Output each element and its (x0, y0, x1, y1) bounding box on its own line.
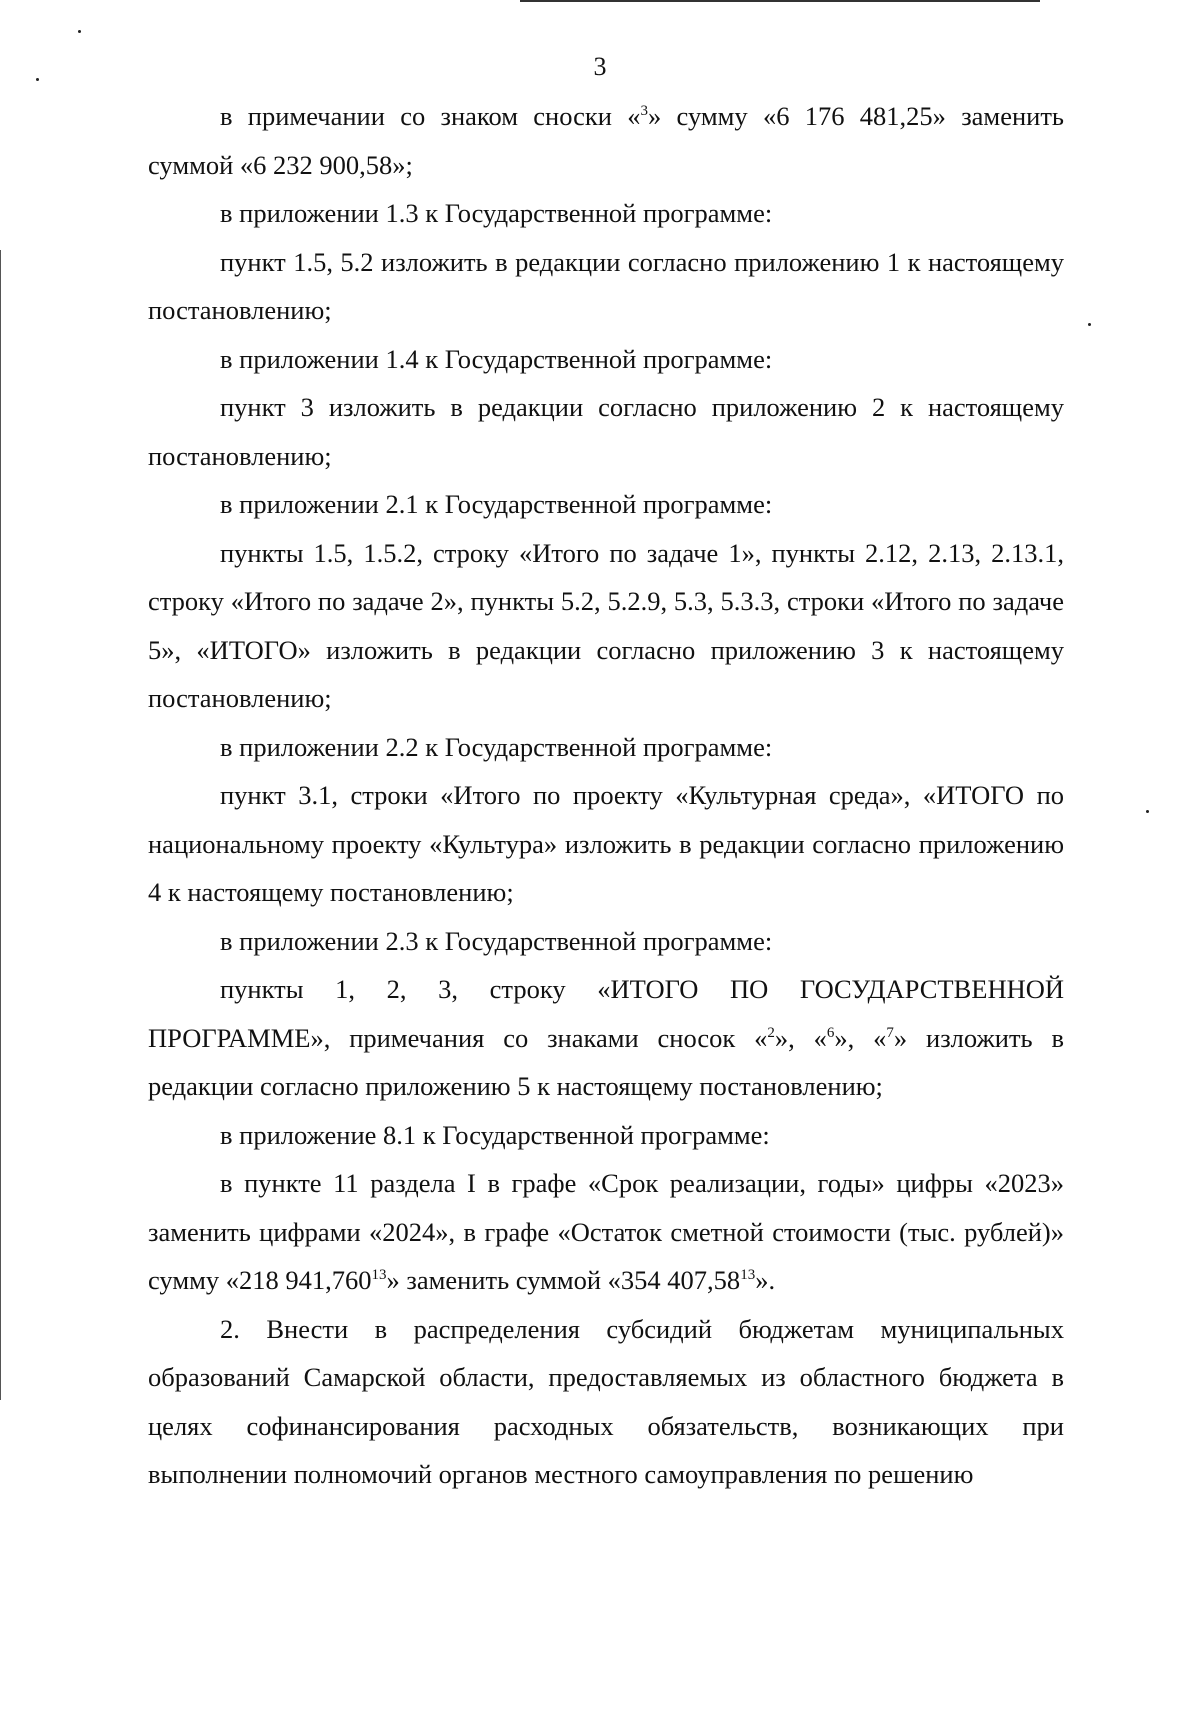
paragraph (148, 1159, 1064, 1305)
text-segment: в приложении 1.4 к Государственной программе: (220, 343, 773, 374)
paragraph (148, 771, 1064, 917)
paragraph (148, 1305, 1064, 1499)
text-segment: », « (834, 1022, 887, 1053)
text-segment: пункт 3 изложить в редакции согласно приложению 2 к настоящему постановлению; (148, 392, 1064, 471)
paragraph (148, 480, 1064, 529)
text-segment: в приложение 8.1 к Государственной программе: (220, 1119, 770, 1150)
paragraph (148, 965, 1064, 1111)
footnote-mark: 3 (640, 103, 648, 119)
scan-border-line (520, 0, 1040, 2)
text-segment: в приложении 2.2 к Государственной программе: (220, 731, 773, 762)
text-segment: » сумму «6 176 481,25» заменить суммой «6 232 900,58»; (148, 101, 1064, 180)
paragraph (148, 1111, 1064, 1160)
text-segment: 2. Внести в распределения субсидий бюджетам муниципальных образований Самарской области, предоставляемых из областного бюджета в целях софинансирования расходных обязательств, возникающих при выполнении полномочий органов местного самоуправления по решению (148, 1313, 1064, 1489)
text-segment: пункты 1, 2, 3, строку «ИТОГО ПО ГОСУДАРСТВЕННОЙ ПРОГРАММЕ», примечания со знаками сносок « (148, 974, 1064, 1053)
footnote-mark: 2 (767, 1024, 775, 1041)
paragraph (148, 92, 1064, 189)
text-segment: в пункте 11 раздела I в графе «Срок реализации, годы» цифры «2023» заменить цифрами «2024», в графе «Остаток сметной стоимости (тыс. рублей)» сумму «218 941,760 (148, 1168, 1064, 1295)
text-segment: » изложить в редакции согласно приложению 5 к настоящему постановлению; (148, 1022, 1065, 1101)
paragraph (148, 238, 1064, 335)
text-segment: ». (755, 1265, 776, 1295)
scan-speck (1088, 323, 1091, 326)
paragraph (148, 723, 1064, 772)
paragraph (148, 335, 1064, 384)
footnote-mark: 6 (826, 1024, 835, 1041)
text-segment: пункт 3.1, строки «Итого по проекту «Культурная среда», «ИТОГО по национальному проекту «Культура» изложить в редакции согласно приложению 4 к настоящему постановлению; (148, 780, 1064, 907)
document-body (148, 92, 1064, 1499)
footnote-mark: 7 (886, 1024, 894, 1041)
page-number: 3 (593, 52, 607, 81)
text-segment: пункт 1.5, 5.2 изложить в редакции согласно приложению 1 к настоящему постановлению; (148, 246, 1064, 325)
scan-speck (78, 30, 81, 33)
scan-edge-line (0, 250, 1, 1400)
text-segment: в приложении 2.3 к Государственной программе: (220, 925, 773, 956)
paragraph (148, 189, 1064, 238)
text-segment: » заменить суммой «354 407,58 (386, 1265, 741, 1295)
paragraph (148, 917, 1064, 966)
paragraph (148, 529, 1064, 723)
text-segment: пункты 1.5, 1.5.2, строку «Итого по задаче 1», пункты 2.12, 2.13, 2.13.1, строку «Итого по задаче 2», пункты 5.2, 5.2.9, 5.3, 5.3.3, строки «Итого по задаче 5», «ИТОГО» изложить в редакции согласно приложению 3 к настоящему постановлению; (148, 537, 1064, 713)
scan-speck (1146, 810, 1149, 813)
text-segment: », « (774, 1022, 827, 1053)
text-segment: в приложении 1.3 к Государственной программе: (220, 198, 773, 228)
footnote-mark: 13 (371, 1267, 387, 1283)
paragraph (148, 383, 1064, 480)
text-segment: в приложении 2.1 к Государственной программе: (220, 489, 773, 519)
text-segment: в примечании со знаком сноски « (220, 101, 641, 131)
footnote-mark: 13 (740, 1267, 756, 1283)
